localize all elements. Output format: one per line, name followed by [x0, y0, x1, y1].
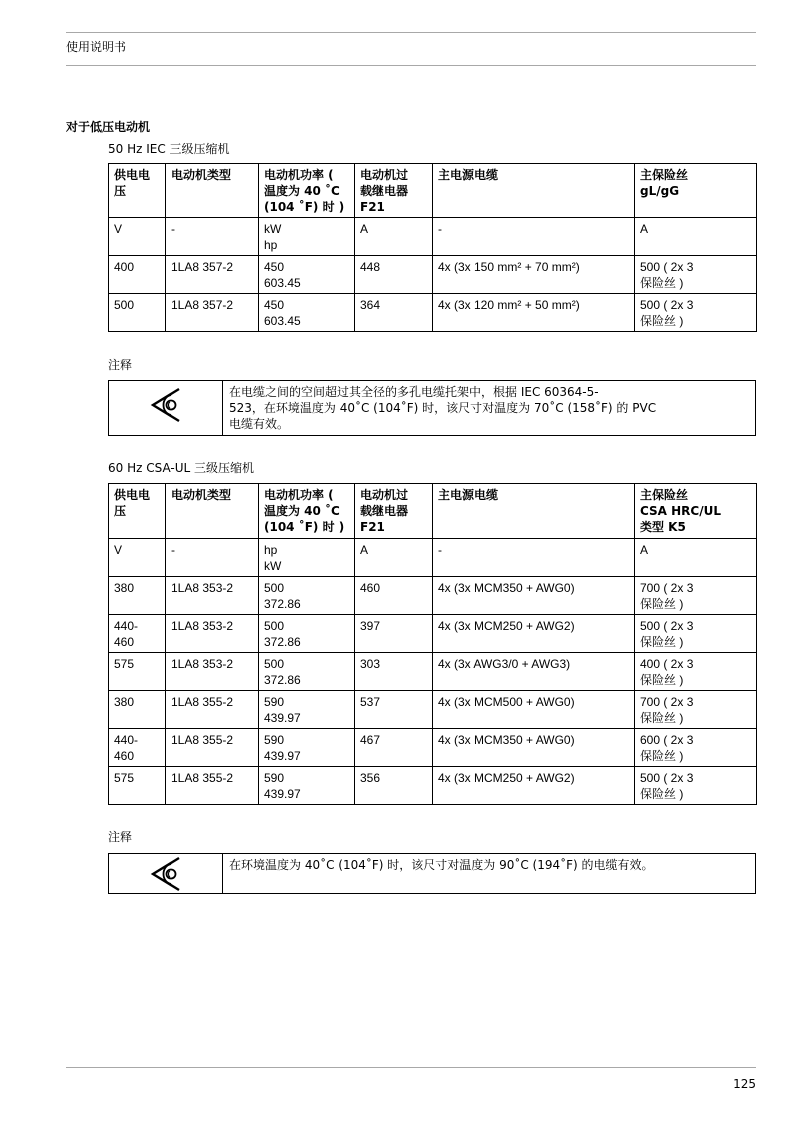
header-rule-top — [66, 32, 756, 33]
eye-icon — [149, 387, 183, 423]
note-box — [108, 853, 756, 894]
cell-motor-type: 1LA8 357-2 — [166, 294, 259, 332]
header-supply-voltage: 供电电 压 — [109, 484, 166, 539]
table-row — [109, 218, 757, 256]
cell-voltage: 500 — [109, 294, 166, 332]
table-50hz-iec — [108, 163, 757, 332]
cell-motor-power: 590 439.97 — [259, 767, 355, 805]
cell-mains-cable: 4x (3x AWG3/0 + AWG3) — [433, 653, 635, 691]
cell-motor-power: 590 439.97 — [259, 691, 355, 729]
cell-voltage: 380 — [109, 577, 166, 615]
header-mains-cable: 主电源电缆 — [433, 484, 635, 539]
note-label: 注释 — [108, 830, 133, 844]
cell-voltage: 440- 460 — [109, 615, 166, 653]
header-overload-relay: 电动机过 载继电器 F21 — [355, 484, 433, 539]
cell-mains-cable: - — [433, 218, 635, 256]
cell-motor-power: 450 603.45 — [259, 256, 355, 294]
cell-main-fuse: 500 ( 2x 3 保险丝 ) — [635, 615, 757, 653]
table1-caption: 50 Hz IEC 三级压缩机 — [108, 142, 230, 156]
header-motor-power: 电动机功率 ( 温度为 40 ˚C (104 ˚F) 时 ) — [259, 164, 355, 218]
cell-voltage: V — [109, 218, 166, 256]
cell-voltage: 440- 460 — [109, 729, 166, 767]
cell-main-fuse: 700 ( 2x 3 保险丝 ) — [635, 691, 757, 729]
table-row — [109, 577, 757, 615]
note-icon-cell — [109, 381, 223, 435]
table-row — [109, 615, 757, 653]
cell-motor-type: - — [166, 218, 259, 256]
cell-overload-relay: 303 — [355, 653, 433, 691]
eye-icon — [149, 856, 183, 892]
cell-main-fuse: 700 ( 2x 3 保险丝 ) — [635, 577, 757, 615]
page-number: 125 — [733, 1077, 756, 1091]
cell-voltage: 400 — [109, 256, 166, 294]
note-text: 在电缆之间的空间超过其全径的多孔电缆托架中，根据 IEC 60364-5- 523，在环境温度为 40˚C (104˚F) 时，该尺寸对温度为 70˚C (158˚F) 的 PVC 电缆有效。 — [229, 385, 657, 431]
header-main-fuse: 主保险丝 CSA HRC/UL 类型 K5 — [635, 484, 757, 539]
table-row — [109, 256, 757, 294]
cell-motor-power: 500 372.86 — [259, 653, 355, 691]
cell-motor-type: 1LA8 355-2 — [166, 767, 259, 805]
cell-main-fuse: A — [635, 218, 757, 256]
cell-voltage: 575 — [109, 767, 166, 805]
cell-motor-power: kW hp — [259, 218, 355, 256]
table-row — [109, 767, 757, 805]
cell-mains-cable: - — [433, 539, 635, 577]
table-row — [109, 294, 757, 332]
cell-overload-relay: A — [355, 539, 433, 577]
note-text: 在环境温度为 40˚C (104˚F) 时，该尺寸对温度为 90˚C (194˚F) 的电缆有效。 — [229, 858, 654, 872]
cell-overload-relay: 356 — [355, 767, 433, 805]
table-row — [109, 691, 757, 729]
cell-motor-type: 1LA8 353-2 — [166, 577, 259, 615]
cell-main-fuse: A — [635, 539, 757, 577]
cell-main-fuse: 500 ( 2x 3 保险丝 ) — [635, 767, 757, 805]
cell-main-fuse: 600 ( 2x 3 保险丝 ) — [635, 729, 757, 767]
footer-rule — [66, 1067, 756, 1068]
cell-mains-cable: 4x (3x 120 mm² + 50 mm²) — [433, 294, 635, 332]
table-row — [109, 539, 757, 577]
cell-motor-type: - — [166, 539, 259, 577]
table2-caption: 60 Hz CSA-UL 三级压缩机 — [108, 461, 254, 475]
cell-main-fuse: 500 ( 2x 3 保险丝 ) — [635, 256, 757, 294]
cell-mains-cable: 4x (3x MCM500 + AWG0) — [433, 691, 635, 729]
cell-overload-relay: 364 — [355, 294, 433, 332]
header-rule-bottom — [66, 65, 756, 66]
cell-motor-power: 500 372.86 — [259, 577, 355, 615]
cell-mains-cable: 4x (3x MCM250 + AWG2) — [433, 615, 635, 653]
table-header-row — [109, 484, 757, 539]
table-header-row — [109, 164, 757, 218]
cell-overload-relay: 460 — [355, 577, 433, 615]
header-overload-relay: 电动机过 载继电器 F21 — [355, 164, 433, 218]
table-60hz-csa-ul — [108, 483, 757, 805]
cell-overload-relay: 537 — [355, 691, 433, 729]
table-row — [109, 653, 757, 691]
cell-voltage: 380 — [109, 691, 166, 729]
cell-mains-cable: 4x (3x MCM350 + AWG0) — [433, 729, 635, 767]
cell-main-fuse: 500 ( 2x 3 保险丝 ) — [635, 294, 757, 332]
cell-mains-cable: 4x (3x MCM350 + AWG0) — [433, 577, 635, 615]
cell-overload-relay: 448 — [355, 256, 433, 294]
cell-voltage: V — [109, 539, 166, 577]
document-title: 使用说明书 — [66, 40, 127, 54]
note-label: 注释 — [108, 358, 133, 372]
cell-mains-cable: 4x (3x 150 mm² + 70 mm²) — [433, 256, 635, 294]
header-main-fuse: 主保险丝 gL/gG — [635, 164, 757, 218]
cell-overload-relay: A — [355, 218, 433, 256]
section-heading: 对于低压电动机 — [66, 120, 151, 134]
cell-motor-power: hp kW — [259, 539, 355, 577]
header-motor-type: 电动机类型 — [166, 164, 259, 218]
cell-motor-power: 450 603.45 — [259, 294, 355, 332]
cell-motor-type: 1LA8 355-2 — [166, 729, 259, 767]
cell-voltage: 575 — [109, 653, 166, 691]
note-icon-cell — [109, 854, 223, 893]
cell-motor-type: 1LA8 353-2 — [166, 653, 259, 691]
header-mains-cable: 主电源电缆 — [433, 164, 635, 218]
table-row — [109, 729, 757, 767]
cell-motor-power: 500 372.86 — [259, 615, 355, 653]
cell-overload-relay: 397 — [355, 615, 433, 653]
cell-mains-cable: 4x (3x MCM250 + AWG2) — [433, 767, 635, 805]
cell-main-fuse: 400 ( 2x 3 保险丝 ) — [635, 653, 757, 691]
cell-motor-type: 1LA8 357-2 — [166, 256, 259, 294]
header-motor-type: 电动机类型 — [166, 484, 259, 539]
cell-motor-type: 1LA8 353-2 — [166, 615, 259, 653]
note-box — [108, 380, 756, 436]
cell-overload-relay: 467 — [355, 729, 433, 767]
header-motor-power: 电动机功率 ( 温度为 40 ˚C (104 ˚F) 时 ) — [259, 484, 355, 539]
cell-motor-power: 590 439.97 — [259, 729, 355, 767]
header-supply-voltage: 供电电 压 — [109, 164, 166, 218]
cell-motor-type: 1LA8 355-2 — [166, 691, 259, 729]
